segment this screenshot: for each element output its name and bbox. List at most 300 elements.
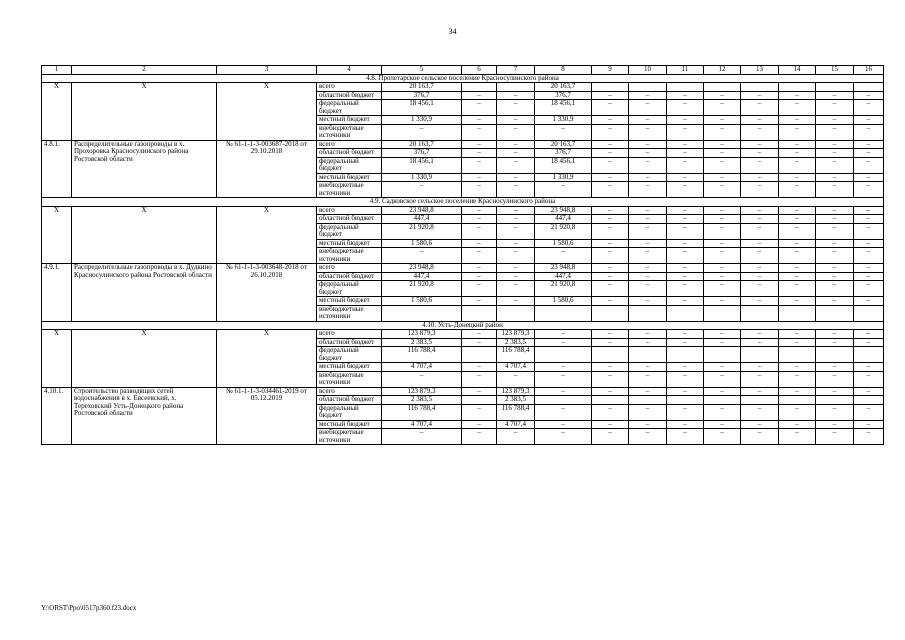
value-cell: 2 383,5 — [382, 338, 462, 347]
value-cell: 447,4 — [535, 215, 592, 224]
value-cell: – — [816, 338, 854, 347]
value-cell: – — [462, 149, 497, 158]
value-cell: – — [741, 124, 779, 140]
value-cell: – — [462, 124, 497, 140]
value-cell: – — [535, 338, 592, 347]
value-cell — [816, 347, 854, 363]
value-cell: – — [704, 330, 741, 339]
value-cell: – — [704, 272, 741, 281]
value-cell: – — [462, 272, 497, 281]
value-cell: – — [816, 173, 854, 182]
value-cell: 116 788,4 — [382, 404, 462, 420]
value-cell: – — [382, 124, 462, 140]
value-cell: 2 383,5 — [382, 396, 462, 405]
value-cell — [816, 396, 854, 405]
value-cell — [741, 396, 779, 405]
value-cell: – — [592, 420, 629, 429]
value-cell: – — [779, 182, 816, 198]
value-cell: – — [592, 215, 629, 224]
value-cell: – — [816, 182, 854, 198]
funding-source: всего — [317, 83, 382, 92]
value-cell: – — [462, 330, 497, 339]
value-cell: – — [854, 239, 884, 248]
value-cell: 123 879,3 — [497, 330, 535, 339]
value-cell: – — [497, 140, 535, 149]
value-cell: – — [854, 124, 884, 140]
value-cell: – — [629, 124, 667, 140]
value-cell: – — [816, 429, 854, 445]
value-cell: – — [854, 91, 884, 100]
header-cell: 10 — [629, 66, 667, 75]
value-cell: – — [854, 338, 884, 347]
value-cell: – — [592, 363, 629, 372]
value-cell: – — [779, 404, 816, 420]
value-cell: – — [629, 223, 667, 239]
value-cell: – — [592, 281, 629, 297]
value-cell: – — [741, 157, 779, 173]
value-cell: – — [667, 182, 704, 198]
value-cell: – — [592, 297, 629, 306]
value-cell: 1 330,9 — [535, 116, 592, 125]
value-cell: 4 707,4 — [497, 420, 535, 429]
value-cell: – — [497, 215, 535, 224]
value-cell: – — [497, 157, 535, 173]
value-cell: – — [592, 116, 629, 125]
header-cell: 11 — [667, 66, 704, 75]
value-cell: – — [779, 338, 816, 347]
value-cell: – — [462, 239, 497, 248]
value-cell: – — [779, 272, 816, 281]
section-title: 4.8. Пролетарское сельское поселение Красносулинского района — [42, 74, 884, 83]
funding-source: областной бюджет — [317, 215, 382, 224]
value-cell: – — [816, 100, 854, 116]
value-cell: – — [667, 124, 704, 140]
value-cell: – — [816, 239, 854, 248]
value-cell: – — [629, 371, 667, 387]
value-cell: – — [629, 215, 667, 224]
value-cell: – — [816, 215, 854, 224]
header-cell: 1 — [42, 66, 72, 75]
funding-source: федеральный бюджет — [317, 404, 382, 420]
value-cell: – — [741, 248, 779, 264]
value-cell: – — [592, 124, 629, 140]
item-name: Распределительные газопроводы в х. Дудкино Красносулинского района Ростовской области — [72, 264, 217, 322]
value-cell: – — [667, 420, 704, 429]
value-cell — [667, 347, 704, 363]
header-cell: 6 — [462, 66, 497, 75]
value-cell: – — [497, 281, 535, 297]
value-cell: – — [741, 371, 779, 387]
value-cell: – — [779, 420, 816, 429]
value-cell — [629, 83, 667, 92]
value-cell: – — [462, 223, 497, 239]
value-cell: – — [741, 272, 779, 281]
value-cell: – — [462, 100, 497, 116]
value-cell: – — [854, 149, 884, 158]
value-cell: – — [497, 116, 535, 125]
table-row — [42, 264, 884, 273]
value-cell — [535, 305, 592, 321]
item-name: Х — [72, 206, 217, 264]
value-cell: – — [779, 281, 816, 297]
item-number: 4.8.1. — [42, 140, 72, 198]
value-cell: – — [592, 248, 629, 264]
value-cell — [592, 83, 629, 92]
value-cell: – — [741, 100, 779, 116]
value-cell — [382, 305, 462, 321]
value-cell: – — [592, 371, 629, 387]
value-cell: – — [854, 420, 884, 429]
value-cell: – — [592, 272, 629, 281]
table-row — [42, 206, 884, 215]
value-cell: – — [741, 429, 779, 445]
value-cell: – — [535, 248, 592, 264]
value-cell: 23 948,8 — [535, 264, 592, 273]
value-cell: – — [816, 206, 854, 215]
value-cell: – — [741, 264, 779, 273]
value-cell: 23 948,8 — [382, 264, 462, 273]
value-cell: – — [535, 124, 592, 140]
value-cell: – — [704, 371, 741, 387]
value-cell: – — [704, 100, 741, 116]
value-cell: – — [704, 281, 741, 297]
value-cell: – — [462, 297, 497, 306]
value-cell: – — [816, 272, 854, 281]
value-cell: – — [704, 223, 741, 239]
funding-source: внебюджетные источники — [317, 248, 382, 264]
value-cell: 23 948,8 — [535, 206, 592, 215]
value-cell — [667, 83, 704, 92]
item-document: Х — [217, 83, 317, 141]
value-cell: – — [592, 338, 629, 347]
value-cell: 376,7 — [535, 91, 592, 100]
header-row — [42, 66, 884, 75]
value-cell: – — [629, 116, 667, 125]
value-cell: 18 456,1 — [535, 100, 592, 116]
value-cell: – — [779, 215, 816, 224]
value-cell: – — [854, 429, 884, 445]
item-name: Х — [72, 83, 217, 141]
value-cell: – — [535, 182, 592, 198]
value-cell: – — [497, 173, 535, 182]
value-cell: – — [592, 404, 629, 420]
value-cell: – — [704, 363, 741, 372]
value-cell: – — [779, 140, 816, 149]
value-cell: – — [854, 173, 884, 182]
value-cell — [497, 305, 535, 321]
value-cell: – — [816, 116, 854, 125]
value-cell: – — [497, 264, 535, 273]
table-row — [42, 140, 884, 149]
value-cell: – — [779, 371, 816, 387]
value-cell: – — [704, 404, 741, 420]
value-cell: – — [667, 239, 704, 248]
header-cell: 14 — [779, 66, 816, 75]
item-name: Строительство разводящих сетей водоснабжения в х. Евсеевский, х. Тереховский Усть-Донецкого района Ростовской области — [72, 387, 217, 445]
value-cell: 1 580,6 — [535, 239, 592, 248]
value-cell: – — [741, 116, 779, 125]
value-cell: – — [779, 330, 816, 339]
value-cell: – — [779, 297, 816, 306]
value-cell: – — [704, 264, 741, 273]
section-title-row — [42, 74, 884, 83]
header-cell: 2 — [72, 66, 217, 75]
item-number: Х — [42, 206, 72, 264]
value-cell: – — [629, 182, 667, 198]
value-cell: – — [816, 330, 854, 339]
value-cell: – — [667, 429, 704, 445]
value-cell: – — [629, 387, 667, 396]
value-cell: 20 163,7 — [382, 83, 462, 92]
value-cell: – — [535, 330, 592, 339]
value-cell: – — [497, 182, 535, 198]
value-cell: – — [382, 248, 462, 264]
value-cell: – — [667, 338, 704, 347]
value-cell: 21 920,8 — [382, 223, 462, 239]
value-cell: – — [816, 157, 854, 173]
value-cell: – — [741, 149, 779, 158]
value-cell: – — [741, 420, 779, 429]
value-cell: – — [704, 182, 741, 198]
value-cell: – — [497, 149, 535, 158]
value-cell: – — [741, 297, 779, 306]
value-cell: – — [741, 182, 779, 198]
item-number: 4.10.1. — [42, 387, 72, 445]
value-cell: – — [497, 371, 535, 387]
value-cell — [497, 83, 535, 92]
value-cell: – — [816, 248, 854, 264]
value-cell — [667, 305, 704, 321]
value-cell: 376,7 — [382, 91, 462, 100]
value-cell: – — [629, 157, 667, 173]
value-cell: 21 920,8 — [535, 223, 592, 239]
value-cell: – — [704, 157, 741, 173]
value-cell: – — [704, 338, 741, 347]
value-cell: 23 948,8 — [382, 206, 462, 215]
value-cell — [779, 83, 816, 92]
item-document: № 61-1-1-3-034461-2019 от 05.12.2019 — [217, 387, 317, 445]
value-cell: – — [462, 140, 497, 149]
value-cell — [854, 347, 884, 363]
value-cell: – — [779, 124, 816, 140]
value-cell: – — [629, 140, 667, 149]
value-cell — [592, 396, 629, 405]
value-cell: – — [592, 264, 629, 273]
value-cell: – — [779, 173, 816, 182]
value-cell: – — [497, 248, 535, 264]
value-cell: – — [741, 173, 779, 182]
value-cell: – — [816, 420, 854, 429]
value-cell — [854, 396, 884, 405]
header-cell: 16 — [854, 66, 884, 75]
value-cell: – — [667, 330, 704, 339]
value-cell — [779, 347, 816, 363]
value-cell: – — [741, 91, 779, 100]
value-cell: – — [592, 387, 629, 396]
value-cell: – — [704, 149, 741, 158]
value-cell: 2 383,5 — [497, 338, 535, 347]
value-cell: – — [629, 149, 667, 158]
value-cell: – — [462, 182, 497, 198]
value-cell: – — [667, 91, 704, 100]
value-cell: – — [667, 173, 704, 182]
value-cell: – — [462, 157, 497, 173]
value-cell: 4 707,4 — [382, 420, 462, 429]
funding-source: федеральный бюджет — [317, 157, 382, 173]
value-cell: – — [704, 420, 741, 429]
value-cell — [704, 396, 741, 405]
header-cell: 5 — [382, 66, 462, 75]
value-cell: – — [779, 429, 816, 445]
value-cell: 18 456,1 — [535, 157, 592, 173]
value-cell: – — [382, 429, 462, 445]
value-cell: – — [816, 124, 854, 140]
value-cell — [462, 83, 497, 92]
value-cell: – — [535, 429, 592, 445]
value-cell — [816, 305, 854, 321]
value-cell: 21 920,8 — [535, 281, 592, 297]
value-cell — [462, 347, 497, 363]
value-cell: – — [592, 157, 629, 173]
value-cell: – — [629, 363, 667, 372]
value-cell: – — [462, 248, 497, 264]
funding-source: областной бюджет — [317, 149, 382, 158]
value-cell — [462, 305, 497, 321]
value-cell: – — [741, 330, 779, 339]
value-cell: – — [667, 297, 704, 306]
funding-source: всего — [317, 387, 382, 396]
value-cell: – — [497, 206, 535, 215]
value-cell: – — [667, 116, 704, 125]
value-cell: – — [592, 223, 629, 239]
value-cell: – — [592, 330, 629, 339]
value-cell: – — [741, 206, 779, 215]
value-cell: – — [462, 281, 497, 297]
funding-source: внебюджетные источники — [317, 305, 382, 321]
header-cell: 3 — [217, 66, 317, 75]
value-cell: – — [854, 116, 884, 125]
value-cell: – — [629, 330, 667, 339]
value-cell: – — [462, 116, 497, 125]
value-cell — [462, 396, 497, 405]
value-cell: 116 788,4 — [382, 347, 462, 363]
value-cell: 1 330,9 — [382, 173, 462, 182]
value-cell: – — [854, 223, 884, 239]
page-number: 34 — [448, 27, 457, 36]
value-cell: – — [741, 338, 779, 347]
value-cell: – — [497, 91, 535, 100]
value-cell: – — [535, 387, 592, 396]
value-cell: – — [854, 404, 884, 420]
header-cell: 7 — [497, 66, 535, 75]
value-cell — [741, 347, 779, 363]
value-cell: 447,4 — [382, 272, 462, 281]
value-cell: – — [816, 404, 854, 420]
value-cell: – — [816, 91, 854, 100]
value-cell: – — [779, 264, 816, 273]
value-cell: 1 330,9 — [535, 173, 592, 182]
value-cell: 116 788,4 — [497, 404, 535, 420]
item-number: 4.9.1. — [42, 264, 72, 322]
value-cell: – — [497, 272, 535, 281]
value-cell: – — [535, 420, 592, 429]
value-cell — [741, 305, 779, 321]
value-cell: – — [462, 363, 497, 372]
value-cell: – — [629, 420, 667, 429]
value-cell: – — [667, 223, 704, 239]
value-cell: – — [854, 157, 884, 173]
header-cell: 15 — [816, 66, 854, 75]
value-cell: – — [854, 206, 884, 215]
header-cell: 8 — [535, 66, 592, 75]
value-cell: – — [592, 91, 629, 100]
section-title-row — [42, 321, 884, 330]
value-cell: – — [629, 91, 667, 100]
funding-source: федеральный бюджет — [317, 100, 382, 116]
value-cell: – — [629, 404, 667, 420]
funding-source: местный бюджет — [317, 239, 382, 248]
value-cell: – — [741, 223, 779, 239]
value-cell: – — [779, 100, 816, 116]
value-cell: – — [704, 140, 741, 149]
funding-source: областной бюджет — [317, 272, 382, 281]
funding-source: федеральный бюджет — [317, 223, 382, 239]
funding-source: федеральный бюджет — [317, 347, 382, 363]
value-cell: – — [629, 297, 667, 306]
item-document: Х — [217, 330, 317, 388]
value-cell: – — [667, 404, 704, 420]
item-document: № 61-1-1-3-003687-2018 от 29.10.2018 — [217, 140, 317, 198]
value-cell: – — [741, 140, 779, 149]
value-cell: – — [854, 140, 884, 149]
value-cell: – — [629, 248, 667, 264]
value-cell: – — [629, 173, 667, 182]
value-cell: – — [816, 149, 854, 158]
funding-source: местный бюджет — [317, 116, 382, 125]
value-cell: – — [592, 429, 629, 445]
value-cell: – — [592, 182, 629, 198]
value-cell: – — [704, 248, 741, 264]
value-cell — [535, 347, 592, 363]
value-cell: 376,7 — [535, 149, 592, 158]
value-cell: 4 707,4 — [382, 363, 462, 372]
value-cell — [535, 396, 592, 405]
value-cell: – — [704, 239, 741, 248]
value-cell: – — [462, 206, 497, 215]
value-cell: – — [704, 215, 741, 224]
value-cell: – — [667, 387, 704, 396]
value-cell: – — [592, 173, 629, 182]
value-cell: – — [462, 371, 497, 387]
value-cell: 18 456,1 — [382, 100, 462, 116]
value-cell: – — [704, 116, 741, 125]
value-cell: – — [704, 387, 741, 396]
item-document: № 61-1-1-3-003648-2018 от 26.10.2018 — [217, 264, 317, 322]
value-cell: – — [535, 404, 592, 420]
value-cell: – — [741, 215, 779, 224]
header-cell: 9 — [592, 66, 629, 75]
header-cell: 12 — [704, 66, 741, 75]
value-cell — [779, 396, 816, 405]
value-cell: – — [779, 149, 816, 158]
value-cell: 447,4 — [382, 215, 462, 224]
item-name: Распределительные газопроводы в х. Прохоровка Красносулинского района Ростовской области — [72, 140, 217, 198]
value-cell — [704, 83, 741, 92]
value-cell: – — [497, 124, 535, 140]
value-cell: – — [854, 272, 884, 281]
table-row — [42, 83, 884, 92]
footer-file-path: Y:\ORST\Ppo\0517p360.f23.docx — [41, 604, 137, 612]
